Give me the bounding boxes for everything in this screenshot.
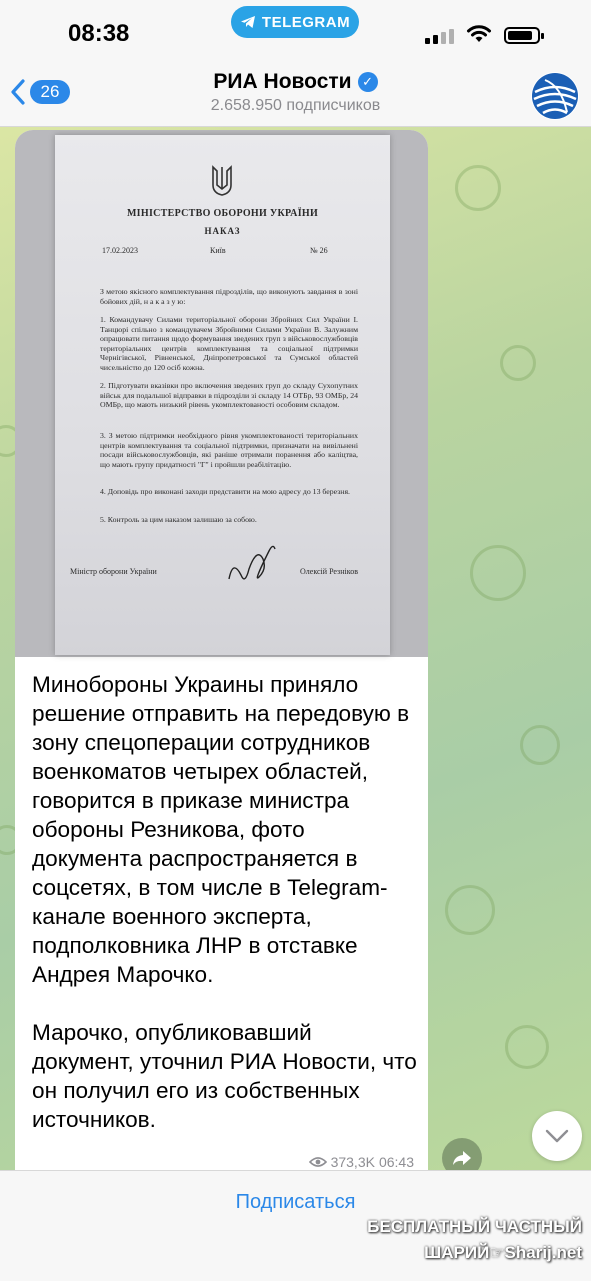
- doc-kind: НАКАЗ: [204, 226, 241, 236]
- trident-emblem-icon: [210, 165, 234, 197]
- document-photo[interactable]: [15, 130, 428, 657]
- message-bubble[interactable]: [15, 130, 428, 1170]
- subscribe-button[interactable]: Подписаться: [235, 1191, 356, 1213]
- doc-paragraph-1: 1. Командувачу Силами територіальної оборони Збройних Сил України І. Танцюрі спільно з командувачем Збройними Силами України В. Залужним опрацювати питання щодо формування зведених груп з військовослужбовців територіальних центрів комплектування та соціальної підтримки Чернігівської, Рівненської, Дніпропетровської та Сумської областей чисельністю до 120 осіб кожна.: [100, 315, 358, 372]
- ria-logo-icon: [531, 72, 579, 120]
- subscriber-count: 2.658.950 подписчиков: [210, 97, 381, 114]
- cellular-signal-icon: [425, 28, 455, 44]
- verified-badge-icon: ✓: [358, 72, 378, 92]
- doc-signer-name: Олексій Резніков: [300, 567, 358, 576]
- chevron-down-icon: [545, 1129, 569, 1143]
- unread-count-badge: 26: [30, 80, 70, 104]
- chat-header: [0, 62, 591, 127]
- message-paragraph-2: Марочко, опубликовавший документ, уточнил РИА Новости, что он получил его из собственных источников.: [32, 1020, 417, 1132]
- doc-paragraph-2: 2. Підготувати вказівки про включення зведених груп до складу Сухопутних військ для подальшої відправки в підрозділи зі складу 14 ОТБр, 93 ОМБр, 24 ОМБр, що мають низький рівень укомплектованості особовим складом.: [100, 381, 358, 410]
- eye-icon: [309, 1156, 327, 1168]
- share-arrow-icon: [452, 1149, 472, 1167]
- signature-image: [223, 539, 283, 589]
- telegram-icon: [240, 15, 256, 29]
- battery-icon: [504, 27, 540, 44]
- doc-ministry: МІНІСТЕРСТВО ОБОРОНИ УКРАЇНИ: [126, 208, 319, 219]
- channel-avatar[interactable]: [531, 72, 579, 120]
- telegram-return-pill[interactable]: [231, 6, 359, 38]
- telegram-pill-label: TELEGRAM: [261, 13, 351, 31]
- view-count: 373,3K: [330, 1154, 375, 1170]
- doc-paragraph-5: 5. Контроль за цим наказом залишаю за собою.: [100, 515, 257, 524]
- message-meta: [309, 1154, 414, 1170]
- doc-date: 17.02.2023: [102, 246, 138, 255]
- doc-intro: З метою якісного комплектування підрозділів, що виконують завдання в зоні бойових дій, н а к а з у ю:: [100, 287, 358, 306]
- doc-city: Київ: [210, 246, 226, 255]
- message-time: 06:43: [378, 1154, 414, 1170]
- channel-title-area[interactable]: [0, 70, 591, 115]
- order-document-image: [55, 135, 390, 655]
- message-paragraph-1: Минобороны Украины приняло решение отправить на передовую в зону спецоперации сотрудников военкоматов четырех областей, говорится в приказе министра обороны Резникова, фото документа распространяется в соцсетях, в том числе в Telegram-канале военного эксперта, подполковника ЛНР в отставке Андрея Марочко.: [32, 672, 410, 987]
- scroll-down-button[interactable]: [532, 1111, 582, 1161]
- clock: 08:38: [68, 20, 130, 47]
- doc-paragraph-4: 4. Доповідь про виконані заходи представити на мою адресу до 13 березня.: [100, 487, 350, 496]
- doc-signer-title: Міністр оборони України: [70, 567, 157, 576]
- watermark-line-2: ШАРИЙ☞Sharij.net: [424, 1243, 582, 1262]
- watermark: [356, 1214, 582, 1266]
- doc-number: № 26: [310, 246, 328, 255]
- message-text: [32, 670, 418, 1163]
- channel-name: РИА Новости: [213, 70, 352, 93]
- watermark-line-1: БЕСПЛАТНЫЙ ЧАСТНЫЙ: [367, 1217, 582, 1236]
- doc-paragraph-3: 3. З метою підтримки необхідного рівня укомплектованості територіальних центрів комплектування та соціальної підтримки, призначати на вивільнені посади військовослужбовців, які раніше отримали поранення або каліцтва, що мають групу придатності "Г" і пройшли реабілітацію.: [100, 431, 358, 469]
- status-bar: [0, 0, 591, 62]
- wifi-icon: [466, 24, 492, 44]
